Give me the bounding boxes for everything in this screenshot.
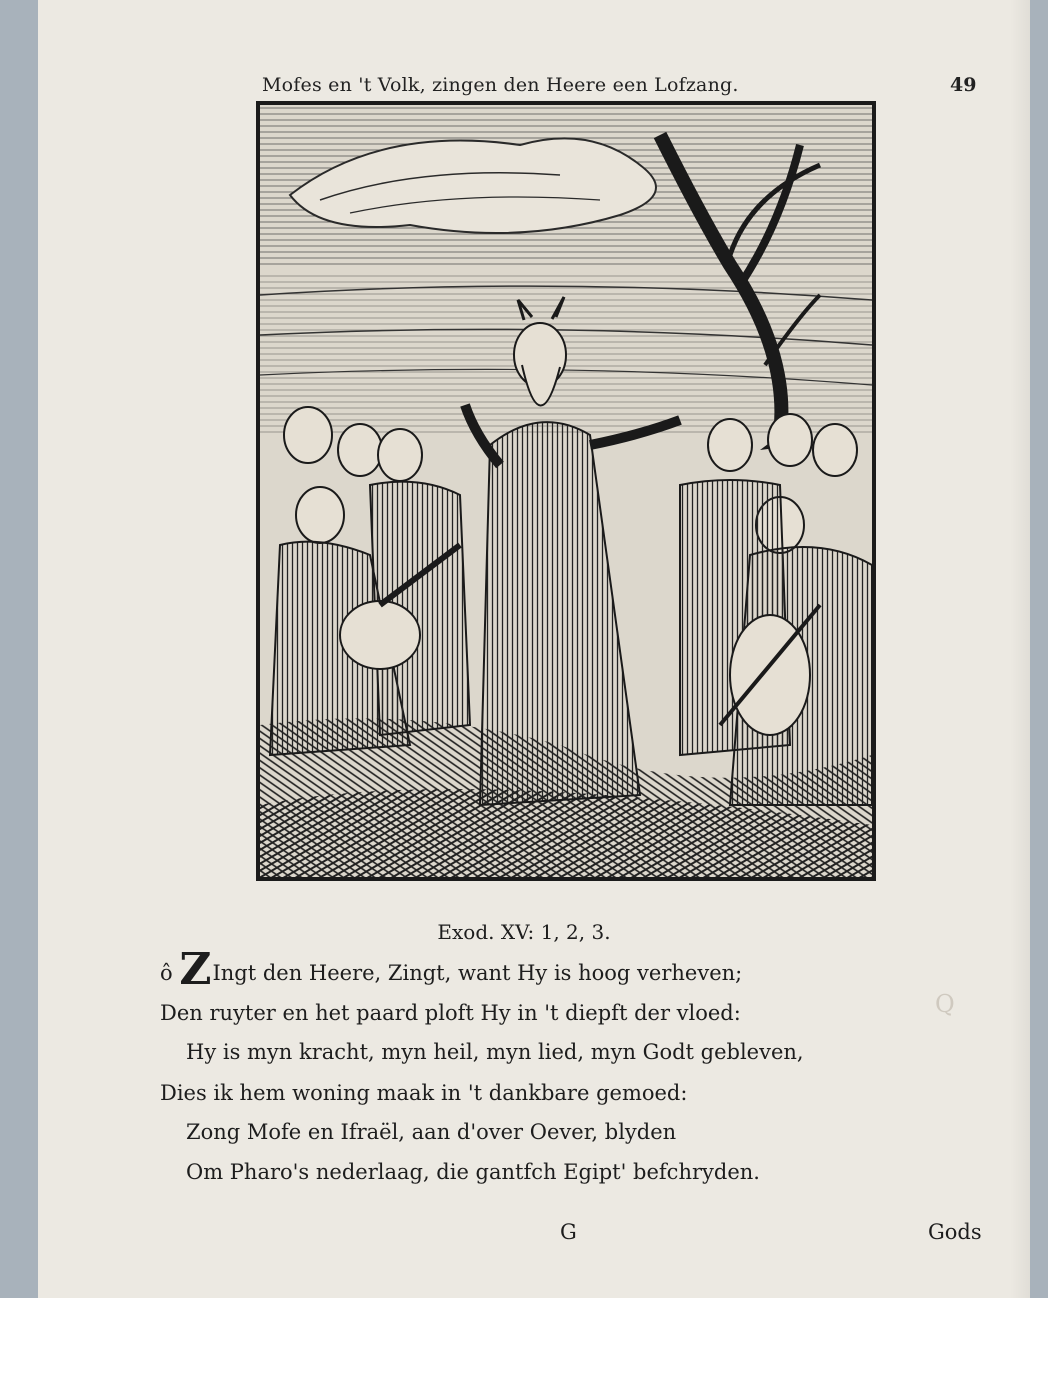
verse-line-3: Hy is myn kracht, myn heil, myn lied, myn Godt gebleven, <box>186 1040 804 1064</box>
show-through-letter: Q <box>935 990 955 1018</box>
scripture-caption: Exod. XV: 1, 2, 3. <box>437 920 611 944</box>
running-head: Mofes en 't Volk, zingen den Heere een Lofzang. <box>262 74 739 96</box>
signature-mark: G <box>560 1220 577 1244</box>
verse-line-5: Zong Mofe en Ifraël, aan d'over Oever, blyden <box>186 1120 677 1144</box>
verse-marker: ô <box>160 961 173 985</box>
verse-line-1 <box>160 944 743 995</box>
verse-line-1-text: Ingt den Heere, Zingt, want Hy is hoog verheven; <box>212 961 743 985</box>
white-backing-strip <box>0 1298 1048 1390</box>
verse-line-6: Om Pharo's nederlaag, die gantfch Egipt' befchryden. <box>186 1160 760 1184</box>
page-edge-shadow <box>1010 0 1030 1298</box>
verse-line-4: Dies ik hem woning maak in 't dankbare gemoed: <box>160 1081 688 1105</box>
woodcut-scene-drawing <box>260 105 872 877</box>
verse-line-2: Den ruyter en het paard ploft Hy in 't diepft der vloed: <box>160 1001 741 1025</box>
woodcut-illustration <box>256 101 876 881</box>
page-number: 49 <box>950 74 977 96</box>
catchword: Gods <box>928 1220 982 1244</box>
drop-cap: Z <box>179 944 212 995</box>
